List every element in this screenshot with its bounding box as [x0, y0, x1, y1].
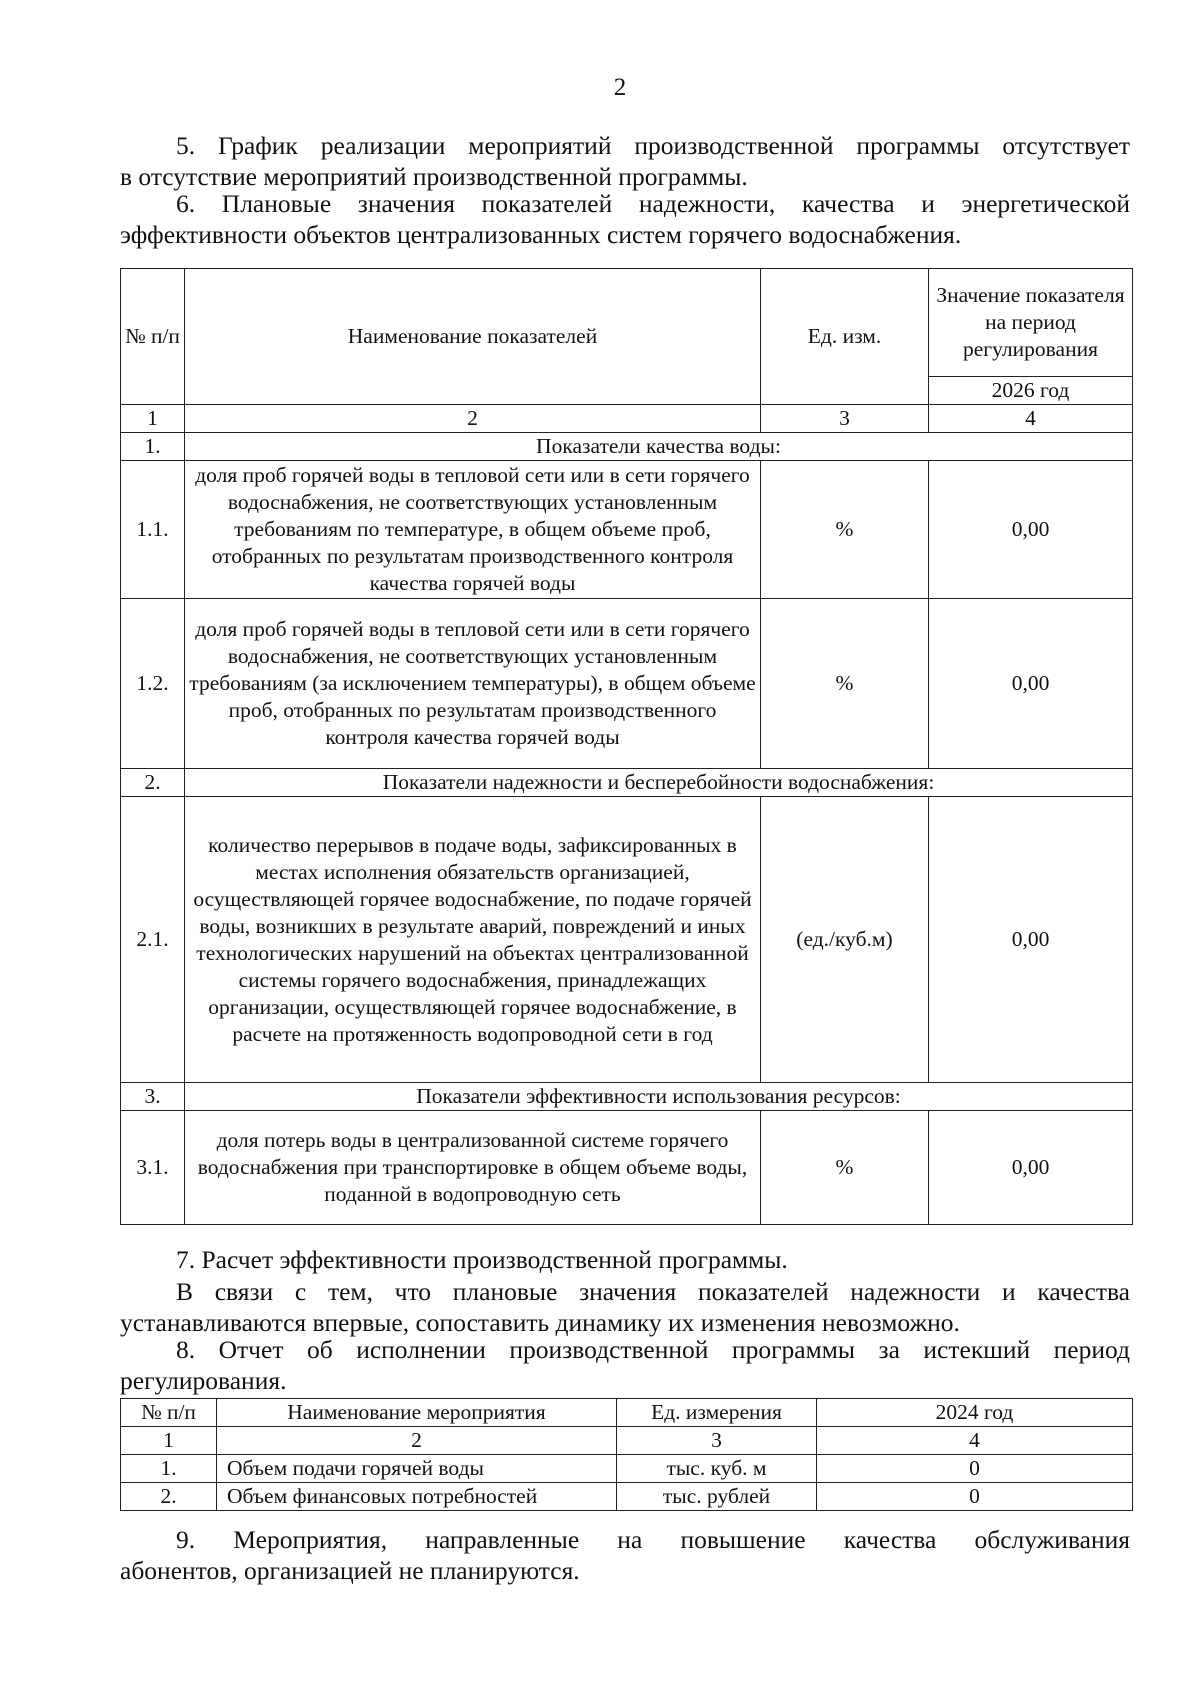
- para9-line2: абонентов, организацией не планируются.: [120, 1556, 580, 1585]
- row-unit: %: [761, 599, 929, 769]
- para7b-line2: устанавливаются впервые, сопоставить динамику их изменения невозможно.: [120, 1308, 960, 1337]
- row-name: доля проб горячей воды в тепловой сети или в сети горячего водоснабжения, не соответствующих установленным требованиям по температуре, в общем объеме проб, отобранных по результатам производственного контроля качества горячей воды: [185, 461, 761, 599]
- row-value: 0,00: [929, 1111, 1133, 1225]
- section-num: 1.: [121, 433, 185, 461]
- column-number-row: [121, 1427, 1133, 1455]
- row-name: количество перерывов в подаче воды, зафиксированных в местах исполнения обязательств организацией, осуществляющей горячее водоснабжение, по подаче горячей воды, возникших в результате аварий, повреждений и иных технологических нарушений на объектах централизованной системы горячего водоснабжения, принадлежащих организации, осуществляющей горячее водоснабжение, в расчете на протяженность водопроводной сети в год: [185, 797, 761, 1083]
- section-title: Показатели эффективности использования ресурсов:: [185, 1083, 1133, 1111]
- para5-line2: в отсутствие мероприятий производственной программы.: [120, 162, 748, 191]
- row-unit: (ед./куб.м): [761, 797, 929, 1083]
- section-num: 2.: [121, 769, 185, 797]
- colnum-1: 1: [121, 1427, 217, 1455]
- header-num: № п/п: [121, 1399, 217, 1427]
- report-table: [120, 1398, 1133, 1511]
- colnum-4: 4: [817, 1427, 1133, 1455]
- column-number-row: [121, 405, 1133, 433]
- row-value: 0: [817, 1455, 1133, 1483]
- section-title: Показатели надежности и бесперебойности водоснабжения:: [185, 769, 1133, 797]
- table-header-row: [121, 269, 1133, 377]
- para7-text: 7. Расчет эффективности производственной программы.: [176, 1245, 788, 1274]
- header-num: № п/п: [121, 269, 185, 405]
- para8-line2: регулирования.: [120, 1366, 287, 1395]
- section-title: Показатели качества воды:: [185, 433, 1133, 461]
- colnum-1: 1: [121, 405, 185, 433]
- colnum-2: 2: [217, 1427, 617, 1455]
- row-name: доля проб горячей воды в тепловой сети или в сети горячего водоснабжения, не соответствующих установленным требованиям (за исключением температуры), в общем объеме проб, отобранных по результатам производственного контроля качества горячей воды: [185, 599, 761, 769]
- paragraph-6: [120, 188, 1130, 250]
- para6-line2: эффективности объектов централизованных систем горячего водоснабжения.: [120, 220, 962, 249]
- paragraph-7: [120, 1244, 1130, 1275]
- row-value: 0,00: [929, 599, 1133, 769]
- row-unit: тыс. рублей: [617, 1483, 817, 1511]
- table-row: [121, 1483, 1133, 1511]
- row-num: 2.: [121, 1483, 217, 1511]
- indicators-table: [120, 268, 1133, 1225]
- paragraph-8: [120, 1334, 1130, 1396]
- section-row: [121, 433, 1133, 461]
- section-num: 3.: [121, 1083, 185, 1111]
- header-unit: Ед. измерения: [617, 1399, 817, 1427]
- row-value: 0,00: [929, 461, 1133, 599]
- table-row: [121, 797, 1133, 1083]
- row-num: 1.: [121, 1455, 217, 1483]
- para5-line1: 5. График реализации мероприятий производственной программы отсутствует: [176, 131, 1130, 160]
- header-name: Наименование показателей: [185, 269, 761, 405]
- header-unit: Ед. изм.: [761, 269, 929, 405]
- para6-line1: 6. Плановые значения показателей надежности, качества и энергетической: [176, 189, 1130, 218]
- row-num: 3.1.: [121, 1111, 185, 1225]
- row-name: Объем подачи горячей воды: [217, 1455, 617, 1483]
- table-row: [121, 1455, 1133, 1483]
- header-name: Наименование мероприятия: [217, 1399, 617, 1427]
- row-value: 0,00: [929, 797, 1133, 1083]
- colnum-2: 2: [185, 405, 761, 433]
- para8-line1: 8. Отчет об исполнении производственной программы за истекший период: [176, 1335, 1130, 1364]
- row-unit: тыс. куб. м: [617, 1455, 817, 1483]
- row-num: 2.1.: [121, 797, 185, 1083]
- row-unit: %: [761, 461, 929, 599]
- header-year: 2026 год: [929, 377, 1133, 405]
- paragraph-9: [120, 1524, 1130, 1586]
- colnum-3: 3: [617, 1427, 817, 1455]
- header-value: Значение показателя на период регулирования: [929, 269, 1133, 377]
- row-unit: %: [761, 1111, 929, 1225]
- colnum-4: 4: [929, 405, 1133, 433]
- row-value: 0: [817, 1483, 1133, 1511]
- table-row: [121, 1111, 1133, 1225]
- row-name: Объем финансовых потребностей: [217, 1483, 617, 1511]
- row-num: 1.1.: [121, 461, 185, 599]
- colnum-3: 3: [761, 405, 929, 433]
- para9-line1: 9. Мероприятия, направленные на повышение качества обслуживания: [176, 1525, 1130, 1554]
- paragraph-5: [120, 130, 1130, 192]
- section-row: [121, 769, 1133, 797]
- row-name: доля потерь воды в централизованной системе горячего водоснабжения при транспортировке в общем объеме воды, поданной в водопроводную сеть: [185, 1111, 761, 1225]
- table-row: [121, 599, 1133, 769]
- para7b-line1: В связи с тем, что плановые значения показателей надежности и качества: [176, 1277, 1130, 1306]
- page-number: 2: [613, 74, 627, 101]
- table-header-row: [121, 1399, 1133, 1427]
- row-num: 1.2.: [121, 599, 185, 769]
- header-year: 2024 год: [817, 1399, 1133, 1427]
- paragraph-7b: [120, 1276, 1130, 1338]
- section-row: [121, 1083, 1133, 1111]
- table-row: [121, 461, 1133, 599]
